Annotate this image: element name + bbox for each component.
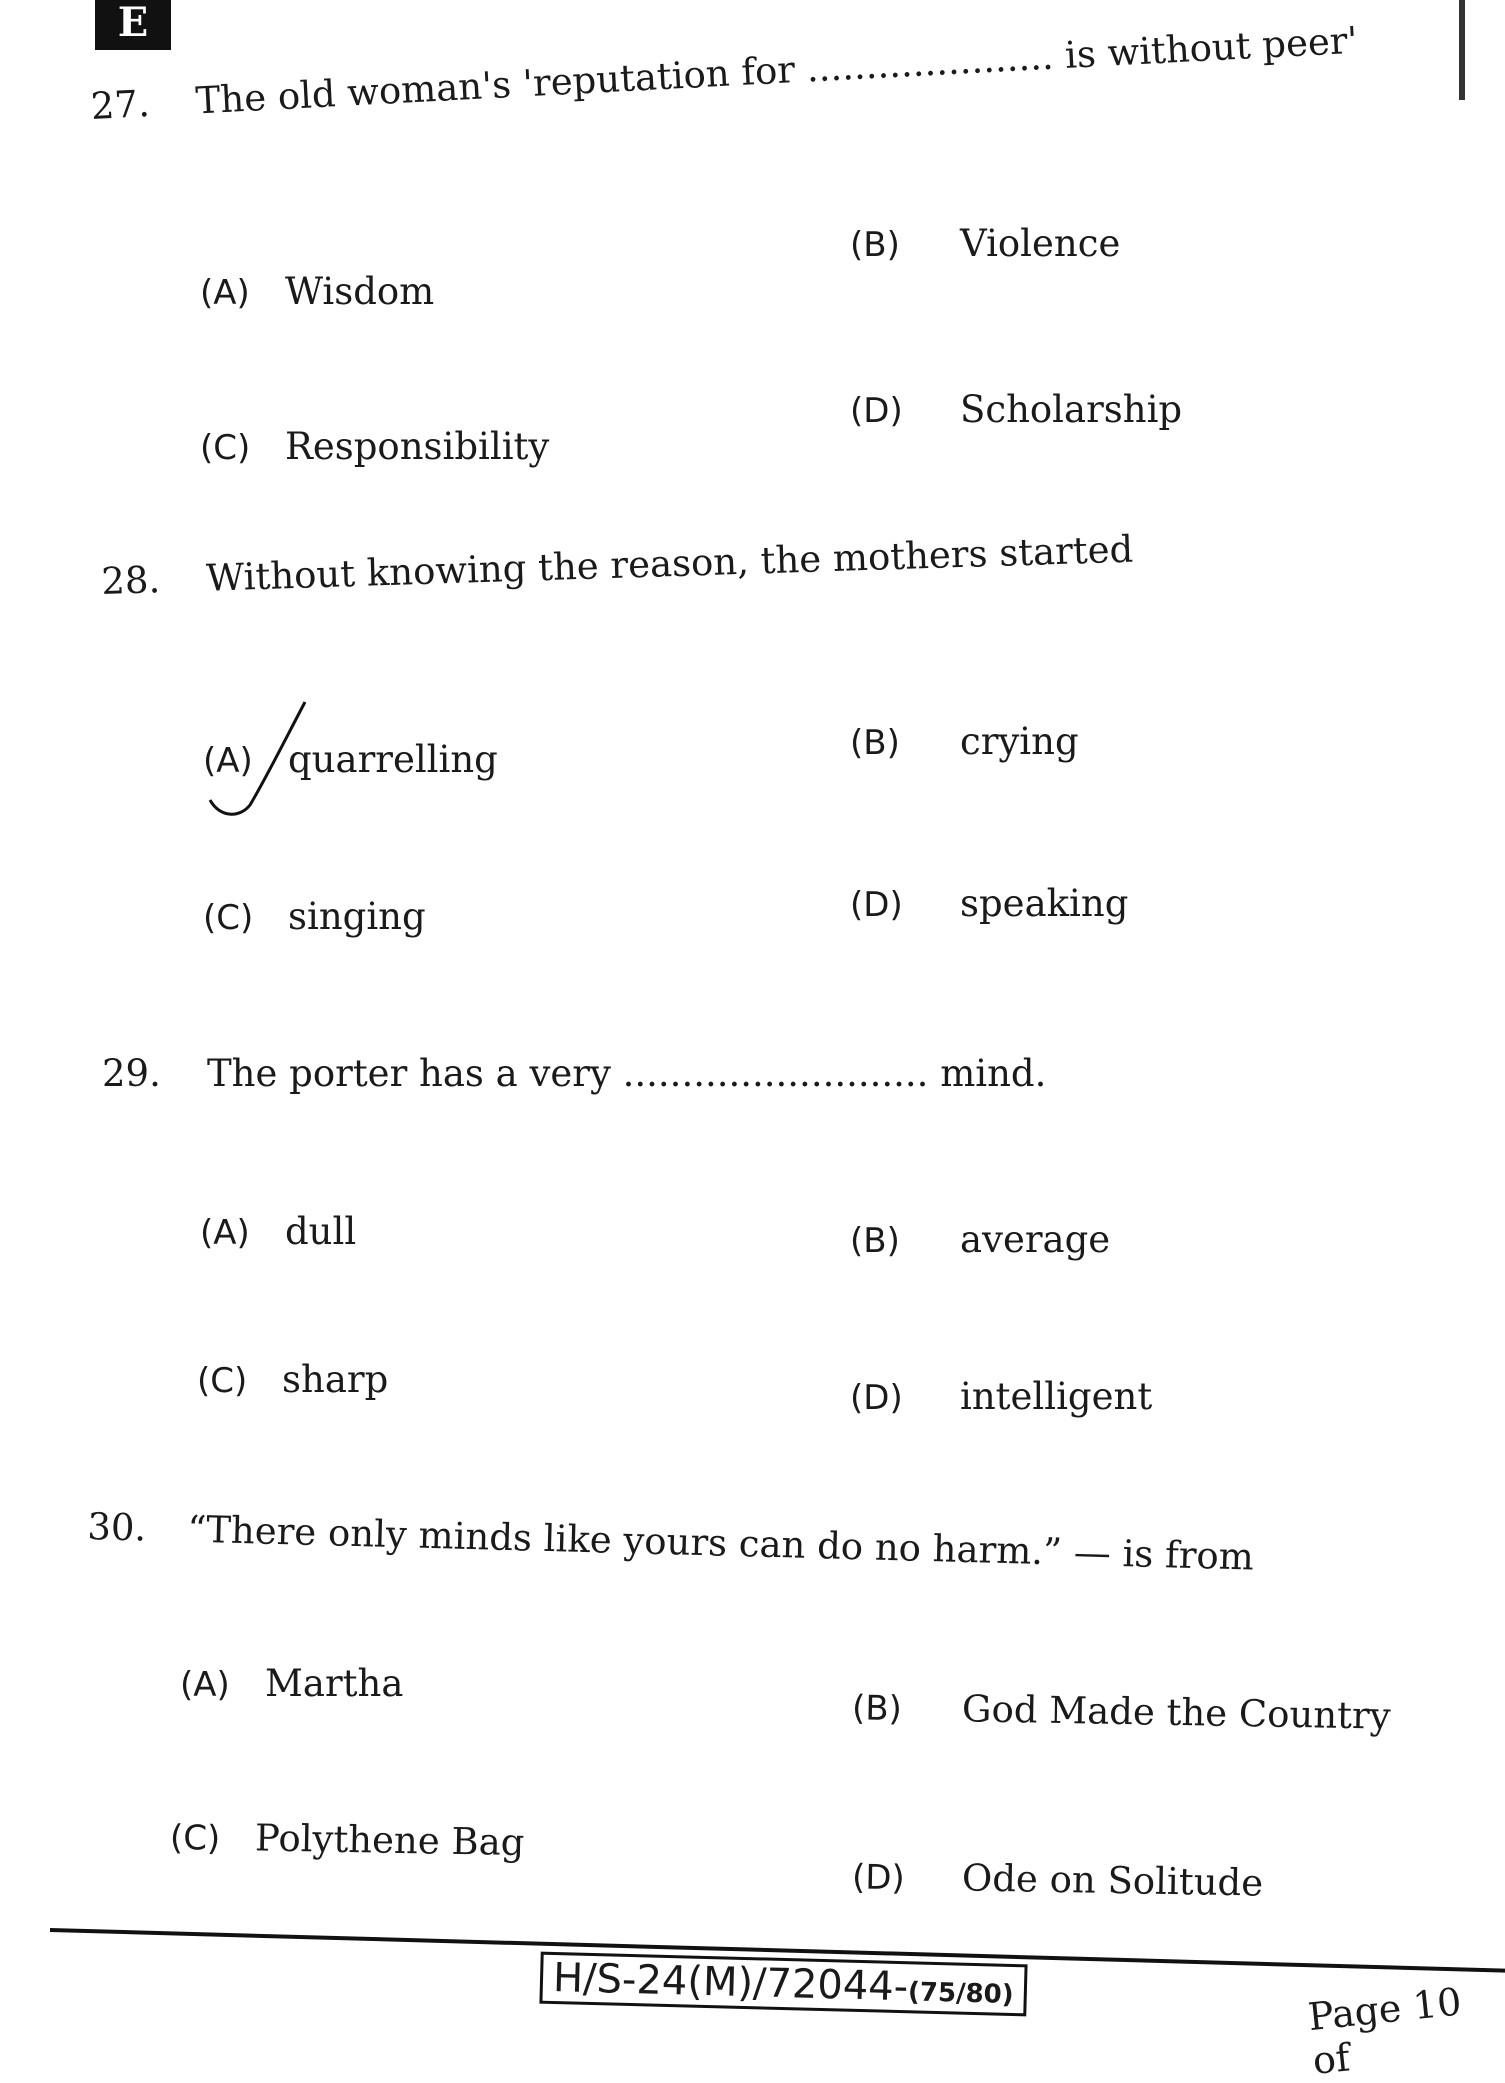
question-number: 30. (86, 1505, 147, 1550)
question-text: The porter has a very .......................... mind. (207, 1052, 1047, 1095)
question-text: Without knowing the reason, the mothers started (205, 527, 1134, 600)
option-28-c[interactable]: (C) singing (203, 895, 426, 938)
option-29-c[interactable]: (C) sharp (197, 1358, 389, 1401)
question-text: “There only minds like yours can do no harm.” — is from (186, 1507, 1255, 1579)
question-number: 29. (102, 1052, 161, 1095)
paper-code: H/S-24(M)/72044-(75/80) (539, 1952, 1027, 2017)
option-30-a[interactable]: (A) Martha (180, 1662, 404, 1705)
option-29-d[interactable]: (D) intelligent (850, 1375, 1153, 1418)
option-27-b[interactable]: (B) Violence (850, 222, 1121, 265)
question-30 (87, 1505, 1255, 1579)
option-30-b[interactable]: (B) God Made the Country (851, 1687, 1391, 1738)
question-number: 27. (89, 81, 151, 128)
option-30-c[interactable]: (C) Polythene Bag (169, 1816, 525, 1865)
page-edge (1459, 0, 1465, 100)
question-text: The old woman's 'reputation for ..................... is without peer' (194, 18, 1359, 123)
page-number: Page 10 of (1305, 1979, 1464, 2083)
option-29-a[interactable]: (A) dull (200, 1210, 357, 1253)
option-30-d[interactable]: (D) Ode on Solitude (851, 1856, 1264, 1905)
option-28-d[interactable]: (D) speaking (850, 882, 1129, 925)
option-28-a[interactable]: (A) quarrelling (203, 738, 498, 781)
question-28 (101, 528, 1134, 603)
option-27-c[interactable]: (C) Responsibility (200, 425, 550, 468)
question-number: 28. (100, 558, 161, 603)
option-28-b[interactable]: (B) crying (850, 720, 1079, 763)
option-27-a[interactable]: (A) Wisdom (200, 270, 435, 313)
question-29 (102, 1052, 1046, 1095)
option-29-b[interactable]: (B) average (850, 1218, 1111, 1261)
question-27 (90, 19, 1359, 128)
option-27-d[interactable]: (D) Scholarship (850, 388, 1183, 431)
check-mark-icon (205, 700, 315, 820)
set-badge: E (95, 0, 171, 50)
